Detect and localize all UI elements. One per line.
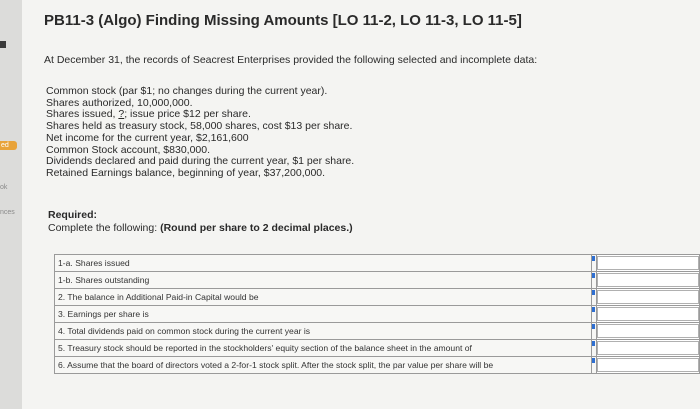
table-row: [55, 272, 700, 289]
answer-cell: [597, 255, 700, 272]
answer-cell: [597, 357, 700, 374]
data-item-text: ; issue price $12 per share.: [124, 108, 251, 121]
row-marker: [592, 340, 597, 357]
problem-intro: At December 31, the records of Seacrest Enterprises provided the following selected and incomplete data:: [44, 54, 538, 66]
answer-input-shares-issued[interactable]: [597, 256, 699, 270]
sidebar-badge[interactable]: ed: [0, 141, 17, 150]
table-row: [55, 306, 700, 323]
data-item: Shares authorized, 10,000,000.: [46, 96, 193, 109]
row-marker: [592, 306, 597, 323]
table-row: [55, 323, 700, 340]
table-row: [55, 340, 700, 357]
answer-cell: [597, 272, 700, 289]
question-label: 3. Earnings per share is: [55, 306, 592, 323]
row-marker: [592, 323, 597, 340]
answer-input-shares-outstanding[interactable]: [597, 273, 699, 287]
answer-cell: [597, 306, 700, 323]
answer-input-treasury-stock[interactable]: [597, 341, 699, 355]
data-item: Dividends declared and paid during the current year, $1 per share.: [46, 155, 355, 168]
sidebar-label-book[interactable]: ok: [0, 184, 8, 191]
answer-table: [54, 254, 700, 374]
row-marker: [592, 357, 597, 374]
answer-cell: [597, 340, 700, 357]
table-row: [55, 255, 700, 272]
answer-cell: [597, 323, 700, 340]
row-marker: [592, 272, 597, 289]
given-data-list: [46, 86, 354, 180]
table-row: [55, 357, 700, 374]
data-item: Net income for the current year, $2,161,600: [46, 131, 249, 144]
answer-input-par-value[interactable]: [597, 358, 699, 372]
answer-input-eps[interactable]: [597, 307, 699, 321]
table-row: [55, 289, 700, 306]
sidebar-label-references[interactable]: nces: [0, 209, 15, 216]
data-item: Shares held as treasury stock, 58,000 shares, cost $13 per share.: [46, 120, 353, 133]
required-heading: Required:: [48, 209, 98, 221]
question-label: 2. The balance in Additional Paid-in Capital would be: [55, 289, 592, 306]
instructions-text: Complete the following:: [48, 222, 158, 234]
row-marker: [592, 255, 597, 272]
question-label: 1-b. Shares outstanding: [55, 272, 592, 289]
row-marker: [592, 289, 597, 306]
data-item-text: Shares issued,: [46, 108, 119, 121]
left-sidebar: [0, 0, 22, 409]
problem-title: PB11-3 (Algo) Finding Missing Amounts [LO 11-2, LO 11-3, LO 11-5]: [44, 12, 522, 29]
answer-input-apic[interactable]: [597, 290, 699, 304]
sidebar-marker: [0, 41, 6, 48]
question-label: 5. Treasury stock should be reported in the stockholders' equity section of the balance sheet in the amount of: [55, 340, 592, 357]
question-label: 1-a. Shares issued: [55, 255, 592, 272]
missing-blank: ?: [118, 108, 125, 121]
data-item: Common Stock account, $830,000.: [46, 143, 211, 156]
problem-page: [22, 0, 700, 409]
answer-cell: [597, 289, 700, 306]
instructions: [48, 222, 353, 234]
rounding-note: (Round per share to 2 decimal places.): [160, 222, 353, 234]
data-item: Retained Earnings balance, beginning of year, $37,200,000.: [46, 166, 326, 179]
data-item: Common stock (par $1; no changes during the current year).: [46, 85, 328, 97]
question-label: 4. Total dividends paid on common stock during the current year is: [55, 323, 592, 340]
question-label: 6. Assume that the board of directors voted a 2-for-1 stock split. After the stock split, the par value per share will be: [55, 357, 592, 374]
answer-input-dividends[interactable]: [597, 324, 699, 338]
